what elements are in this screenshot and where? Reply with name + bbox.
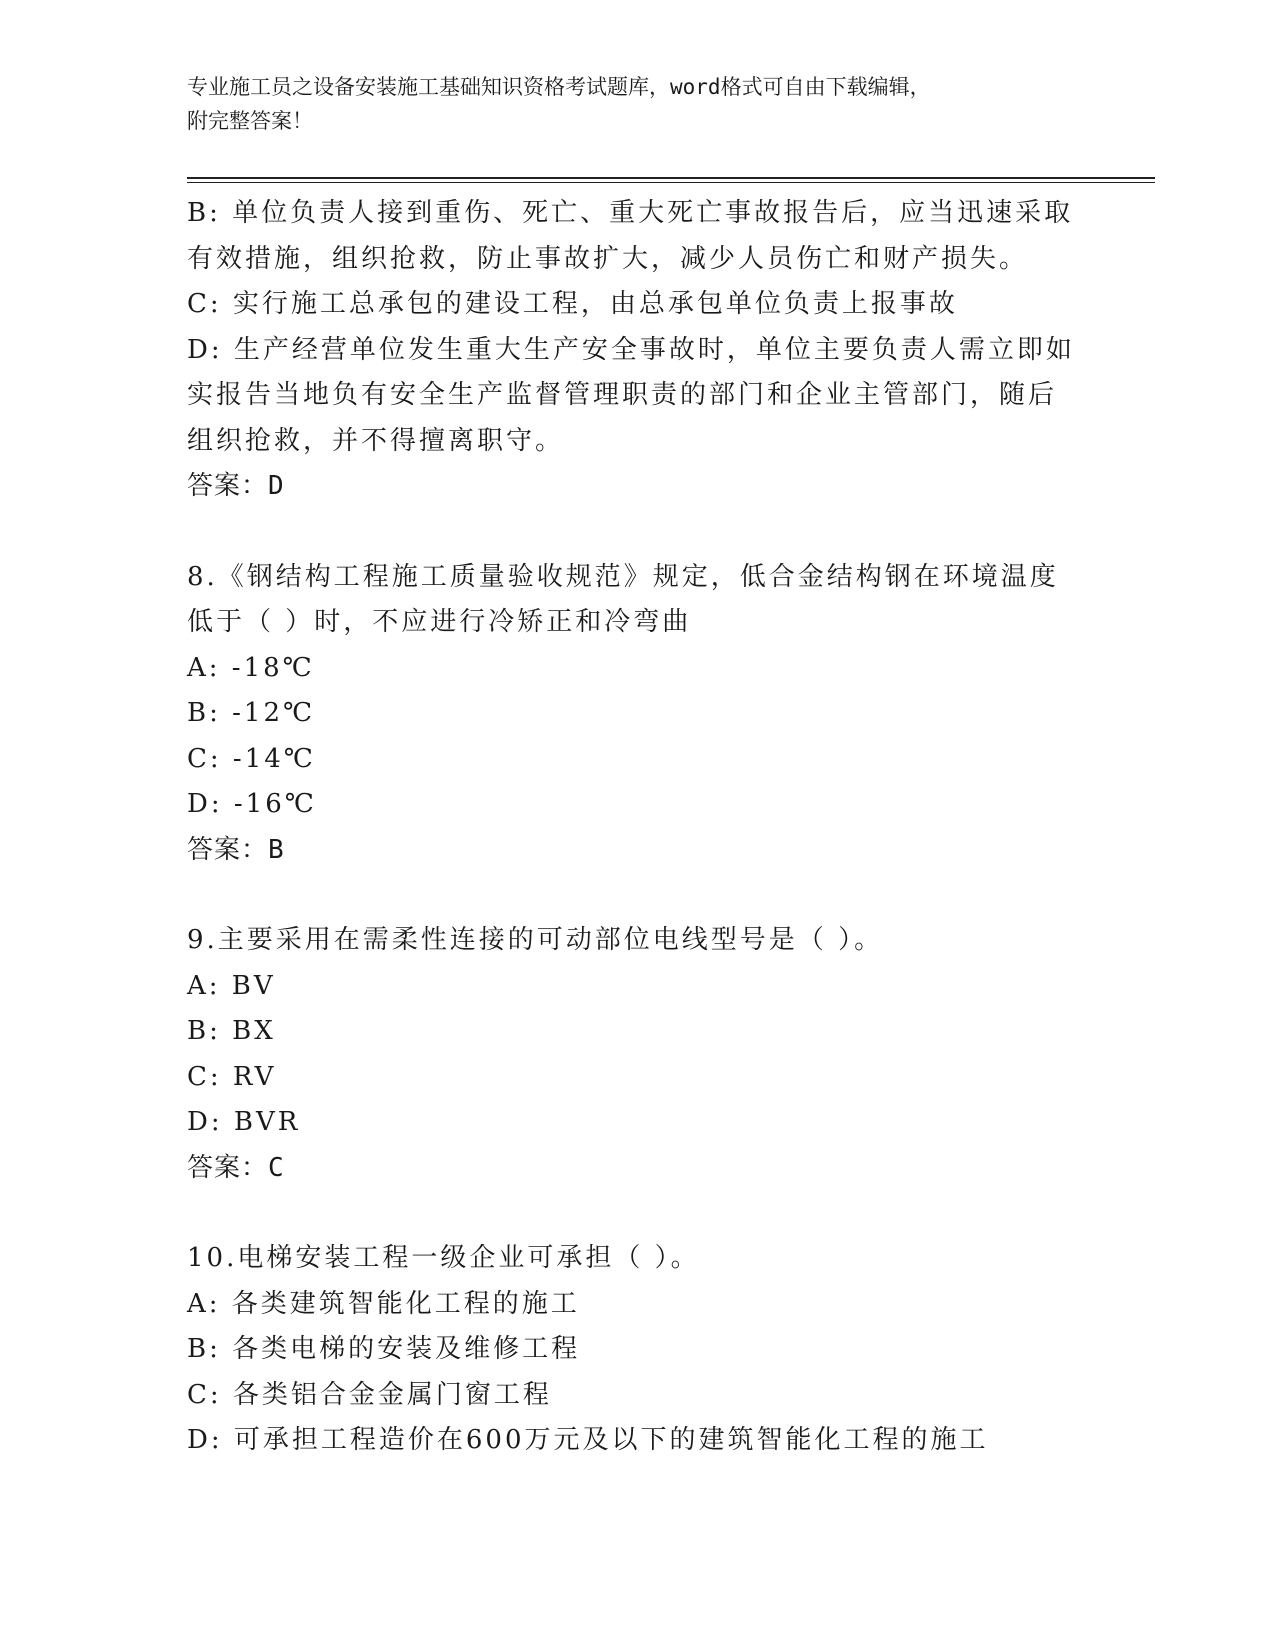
question-9	[187, 918, 1067, 1191]
option-d: D: 可承担工程造价在600万元及以下的建筑智能化工程的施工	[187, 1425, 989, 1455]
question-content	[187, 191, 1075, 1464]
option-a: A: 各类建筑智能化工程的施工	[187, 1288, 580, 1319]
option-c: C: RV	[187, 1061, 277, 1092]
question-8-stem-line-1: 8.《钢结构工程施工质量验收规范》规定，低合金结构钢在环境温度	[187, 561, 1059, 592]
option-b: B: -12℃	[187, 698, 316, 728]
spacer	[187, 510, 1067, 555]
option-d-line-2: 实报告当地负有安全生产监督管理职责的部门和企业主管部门，随后	[187, 380, 1058, 410]
option-d-line-3: 组织抢救，并不得擅离职守。	[187, 425, 565, 456]
question-7-tail	[187, 191, 1075, 510]
option-c: C: 各类铝合金金属门窗工程	[187, 1379, 552, 1410]
answer-7: 答案：D	[187, 471, 285, 501]
spacer	[187, 873, 1067, 918]
option-b: B: 各类电梯的安装及维修工程	[187, 1334, 581, 1364]
header-rule-thin	[187, 182, 1155, 183]
question-10-stem: 10.电梯安装工程一级企业可承担（ ）。	[187, 1243, 700, 1273]
option-d-line-1: D: 生产经营单位发生重大生产安全事故时，单位主要负责人需立即如	[187, 334, 1075, 365]
header-line-2: 附完整答案！	[187, 109, 313, 133]
option-c: C: -14℃	[187, 743, 316, 774]
spacer	[187, 1191, 1067, 1236]
header-rule-thick	[187, 177, 1155, 179]
option-b-line-2: 有效措施，组织抢救，防止事故扩大，减少人员伤亡和财产损失。	[187, 243, 1029, 274]
option-d: D: -16℃	[187, 789, 317, 819]
option-a: A: BV	[187, 970, 276, 1001]
option-c: C: 实行施工总承包的建设工程，由总承包单位负责上报事故	[187, 289, 958, 319]
header-line-1: 专业施工员之设备安装施工基础知识资格考试题库，word格式可自由下载编辑，	[187, 75, 931, 99]
option-a: A: -18℃	[187, 652, 315, 683]
page-header	[187, 70, 1067, 138]
option-b-line-1: B: 单位负责人接到重伤、死亡、重大死亡事故报告后，应当迅速采取	[187, 198, 1074, 228]
answer-8: 答案：B	[187, 834, 285, 865]
option-d: D: BVR	[187, 1107, 301, 1137]
question-10	[187, 1236, 1067, 1464]
question-9-stem: 9.主要采用在需柔性连接的可动部位电线型号是（ ）。	[187, 925, 884, 955]
question-8	[187, 555, 1067, 874]
answer-9: 答案：C	[187, 1152, 285, 1183]
option-b: B: BX	[187, 1016, 276, 1046]
question-8-stem-line-2: 低于（ ）时，不应进行冷矫正和冷弯曲	[187, 607, 692, 637]
